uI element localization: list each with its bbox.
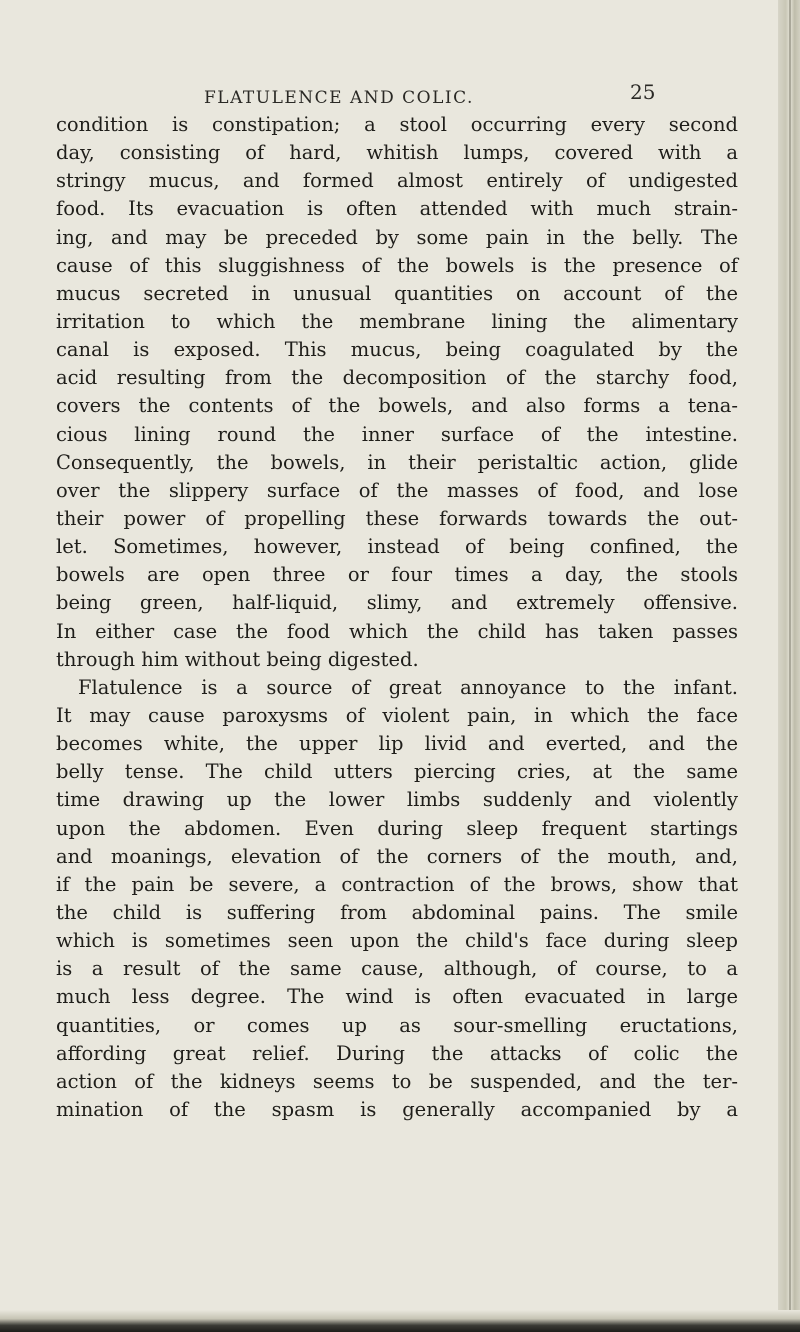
text-line: cause of this sluggishness of the bowels is the presence of	[56, 253, 738, 277]
text-line: It may cause paroxysms of violent pain, in which the face	[56, 703, 738, 727]
text-line: let. Sometimes, however, instead of being confined, the	[56, 535, 738, 559]
text-line: much less degree. The wind is often evacuated in large	[56, 985, 738, 1009]
text-line: time drawing up the lower limbs suddenly and violently	[56, 788, 738, 812]
text-line: upon the abdomen. Even during sleep frequent startings	[56, 816, 738, 840]
running-title: FLATULENCE AND COLIC.	[204, 88, 474, 108]
text-line: over the slippery surface of the masses of food, and lose	[56, 478, 738, 502]
text-line: canal is exposed. This mucus, being coagulated by the	[56, 338, 738, 362]
text-line: condition is constipation; a stool occurring every second	[56, 113, 738, 136]
text-line: bowels are open three or four times a day, the stools	[56, 563, 738, 587]
text-line: becomes white, the upper lip livid and everted, and the	[56, 732, 738, 756]
text-line: quantities, or comes up as sour-smelling eructations,	[56, 1013, 738, 1037]
page-number: 25	[630, 80, 656, 104]
text-line-paragraph-start: Flatulence is a source of great annoyance to the infant.	[78, 675, 738, 699]
text-line: and moanings, elevation of the corners of the mouth, and,	[56, 844, 738, 868]
text-line: irritation to which the membrane lining the alimentary	[56, 309, 738, 333]
page-bottom-edge	[0, 1310, 800, 1332]
text-line: action of the kidneys seems to be suspended, and the ter-	[56, 1069, 738, 1093]
book-edge-shadow	[789, 0, 791, 1332]
text-line: cious lining round the inner surface of the intestine.	[56, 422, 738, 446]
text-line: mucus secreted in unusual quantities on account of the	[56, 281, 738, 305]
text-line: which is sometimes seen upon the child's face during sleep	[56, 929, 738, 953]
text-line: food. Its evacuation is often attended with much strain-	[56, 197, 738, 221]
text-line: mination of the spasm is generally accompanied by a	[56, 1097, 738, 1121]
text-line: Consequently, the bowels, in their peristaltic action, glide	[56, 450, 738, 474]
text-line: day, consisting of hard, whitish lumps, covered with a	[56, 141, 738, 165]
text-line: acid resulting from the decomposition of the starchy food,	[56, 366, 738, 390]
text-line: stringy mucus, and formed almost entirely of undigested	[56, 169, 738, 193]
body-text	[56, 111, 738, 1124]
text-line: ing, and may be preceded by some pain in the belly. The	[56, 225, 738, 249]
text-line: affording great relief. During the attacks of colic the	[56, 1041, 738, 1065]
text-line: belly tense. The child utters piercing cries, at the same	[56, 760, 738, 784]
text-line: is a result of the same cause, although, of course, to a	[56, 957, 738, 981]
text-line: being green, half-liquid, slimy, and extremely offensive.	[56, 591, 738, 615]
text-line: the child is suffering from abdominal pains. The smile	[56, 900, 738, 924]
text-line: if the pain be severe, a contraction of the brows, show that	[56, 872, 738, 896]
text-line-paragraph-end: through him without being digested.	[56, 647, 419, 671]
text-line: covers the contents of the bowels, and also forms a tena-	[56, 394, 738, 418]
text-line: In either case the food which the child has taken passes	[56, 619, 738, 643]
text-line: their power of propelling these forwards towards the out-	[56, 506, 738, 530]
